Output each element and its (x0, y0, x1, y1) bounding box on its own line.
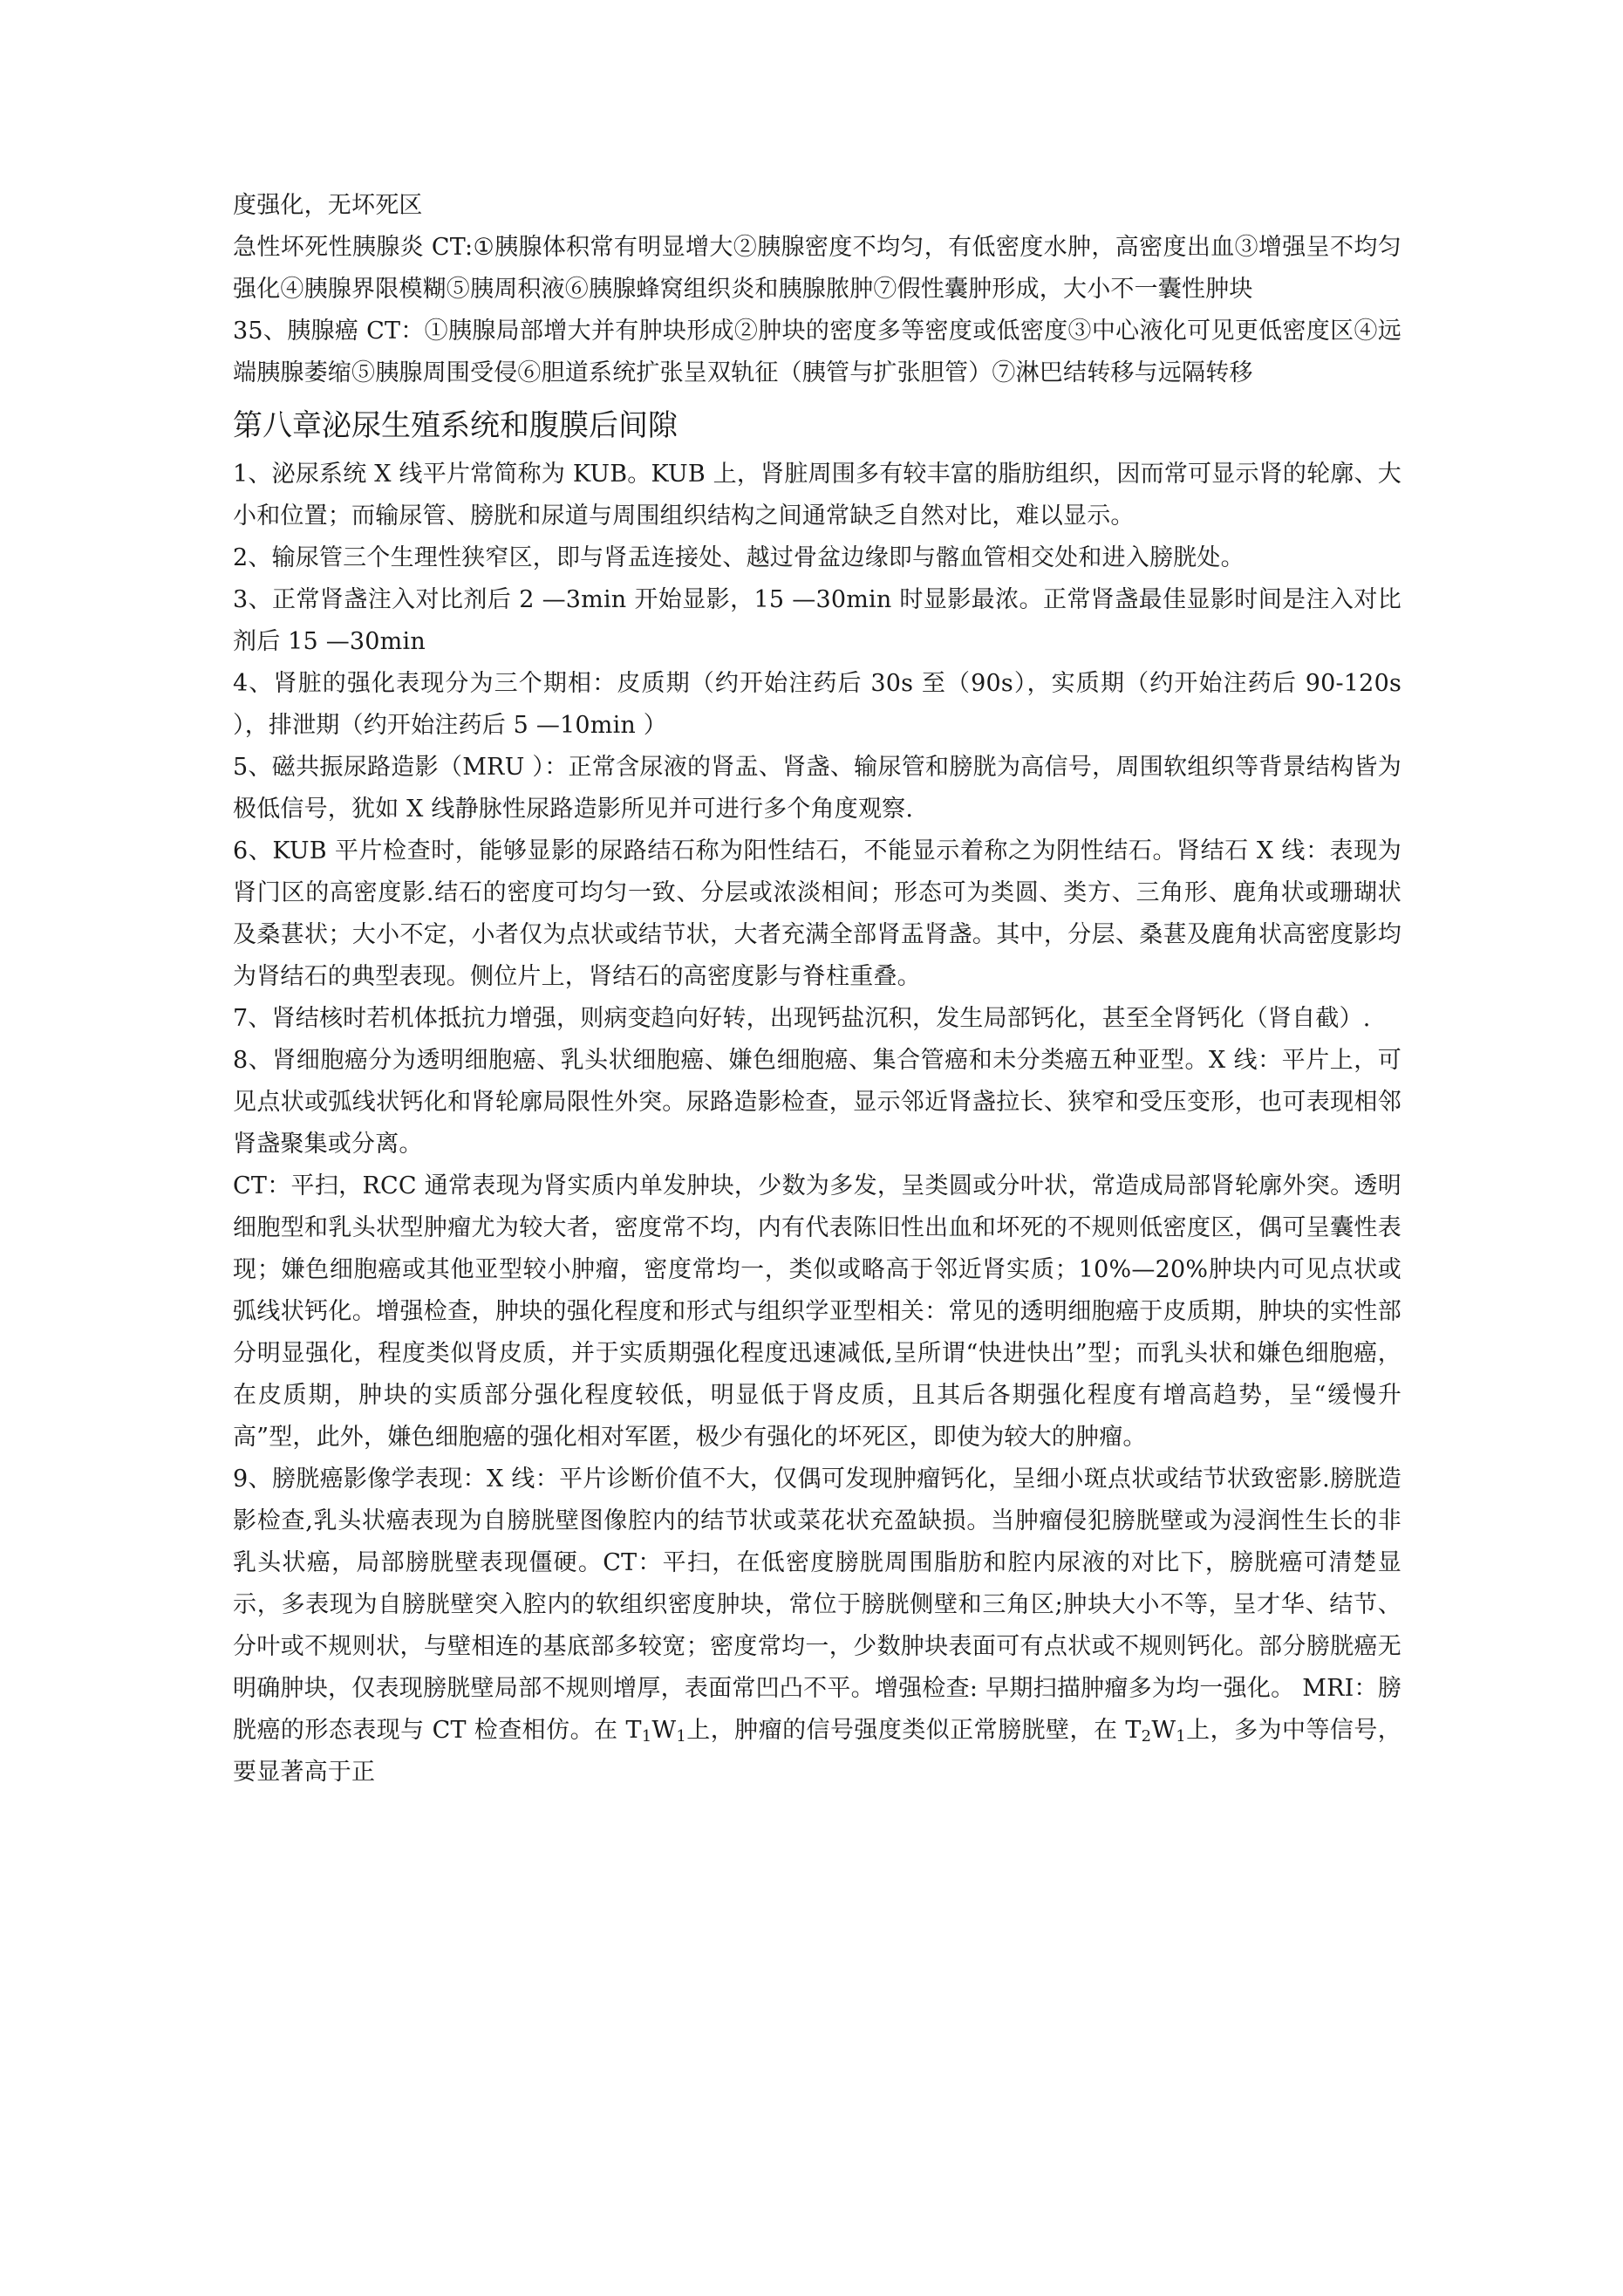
list-item: 1、泌尿系统 X 线平片常简称为 KUB。KUB 上，肾脏周围多有较丰富的脂肪组织，因而常可显示肾的轮廓、大小和位置；而输尿管、膀胱和尿道与周围组织结构之间通常缺乏自然对比，难以显示。 (233, 461, 1401, 530)
list-item-bladder-cancer (233, 1459, 1401, 1794)
list-item: 4、肾脏的强化表现分为三个期相：皮质期（约开始注药后 30s 至（90s），实质期（约开始注药后 90-120s ），排泄期（约开始注药后 5 —10min ） (233, 670, 1401, 739)
chapter-title: 第八章泌尿生殖系统和腹膜后间隙 (233, 408, 678, 443)
paragraph-acute-necrotizing-pancreatitis: 急性坏死性胰腺炎 CT:①胰腺体积常有明显增大②胰腺密度不均匀，有低密度水肿，高密度出血③增强呈不均匀强化④胰腺界限模糊⑤胰周积液⑥胰腺蜂窝组织炎和胰腺脓肿⑦假性囊肿形成，大小不一囊性肿块 (233, 234, 1401, 303)
paragraph-continuation: 度强化，无坏死区 (233, 192, 423, 219)
list-item: CT：平扫，RCC 通常表现为肾实质内单发肿块，少数为多发，呈类圆或分叶状，常造成局部肾轮廓外突。透明细胞型和乳头状型肿瘤尤为较大者，密度常不均，内有代表陈旧性出血和坏死的不规则低密度区，偶可呈囊性表现；嫌色细胞癌或其他亚型较小肿瘤，密度常均一，类似或略高于邻近肾实质；10%—20%肿块内可见点状或弧线状钙化。增强检查，肿块的强化程度和形式与组织学亚型相关：常见的透明细胞癌于皮质期，肿块的实性部分明显强化，程度类似肾皮质，并于实质期强化程度迅速减低,呈所谓“快进快出”型；而乳头状和嫌色细胞癌，在皮质期，肿块的实质部分强化程度较低，明显低于肾皮质，且其后各期强化程度有增高趋势，呈“缓慢升高”型，此外，嫌色细胞癌的强化相对军匿，极少有强化的坏死区，即使为较大的肿瘤。 (233, 1172, 1401, 1451)
subscript: 2 (1141, 1727, 1152, 1746)
text-run: 上，肿瘤的信号强度类似正常膀胱壁，在 T (686, 1717, 1142, 1744)
text-run: 9、膀胱癌影像学表现：X 线：平片诊断价值不大，仅偶可发现肿瘤钙化，呈细小斑点状或结节状致密影.膀胱造影检查,乳头状癌表现为自膀胱壁图像腔内的结节状或菜花状充盈缺损。当肿瘤侵犯膀胱壁或为浸润性生长的非乳头状癌，局部膀胱壁表现僵硬。CT：平扫，在低密度膀胱周围脂肪和腔内尿液的对比下，膀胱癌可清楚显示，多表现为自膀胱壁突入腔内的软组织密度肿块，常位于膀胱侧壁和三角区;肿块大小不等，呈才华、结节、分叶或不规则状，与壁相连的基底部多较宽；密度常均一，少数肿块表面可有点状或不规则钙化。部分膀胱癌无明确肿块，仅表现膀胱壁局部不规则增厚，表面常凹凸不平。增强检查: 早期扫描肿瘤多为均一强化。 MRI：膀胱癌的形态表现与 CT 检查相仿。在 T (233, 1466, 1401, 1744)
text-run: 上，多为中等信号，要显著高于正 (233, 1717, 1401, 1786)
list-item: 7、肾结核时若机体抵抗力增强，则病变趋向好转，出现钙盐沉积，发生局部钙化，甚至全肾钙化（肾自截）. (233, 1005, 1371, 1032)
list-item: 3、正常肾盏注入对比剂后 2 —3min 开始显影，15 —30min 时显影最浓。正常肾盏最佳显影时间是注入对比剂后 15 —30min (233, 586, 1401, 655)
list-item: 8、肾细胞癌分为透明细胞癌、乳头状细胞癌、嫌色细胞癌、集合管癌和未分类癌五种亚型。X 线：平片上，可见点状或弧线状钙化和肾轮廓局限性外突。尿路造影检查，显示邻近肾盏拉长、狭窄和受压变形，也可表现相邻肾盏聚集或分离。 (233, 1047, 1401, 1158)
list-item: 2、输尿管三个生理性狭窄区，即与肾盂连接处、越过骨盆边缘即与髂血管相交处和进入膀胱处。 (233, 544, 1245, 571)
list-item: 6、KUB 平片检查时，能够显影的尿路结石称为阳性结石，不能显示着称之为阴性结石。肾结石 X 线：表现为肾门区的高密度影.结石的密度可均匀一致、分层或浓淡相间；形态可为类圆、类方、三角形、鹿角状或珊瑚状及桑葚状；大小不定，小者仅为点状或结节状，大者充满全部肾盂肾盏。其中，分层、桑葚及鹿角状高密度影均为肾结石的典型表现。侧位片上，肾结石的高密度影与脊柱重叠。 (233, 837, 1401, 990)
text-run: W (1151, 1717, 1176, 1744)
subscript: 1 (676, 1727, 686, 1746)
list-item: 5、磁共振尿路造影（MRU ）：正常含尿液的肾盂、肾盏、输尿管和膀胱为高信号，周围软组织等背景结构皆为极低信号，犹如 X 线静脉性尿路造影所见并可进行多个角度观察. (233, 754, 1401, 823)
subscript: 1 (1176, 1727, 1186, 1746)
subscript: 1 (641, 1727, 652, 1746)
text-run: W (651, 1717, 677, 1744)
paragraph-pancreatic-cancer: 35、胰腺癌 CT：①胰腺局部增大并有肿块形成②肿块的密度多等密度或低密度③中心液化可见更低密度区④远端胰腺萎缩⑤胰腺周围受侵⑥胆道系统扩张呈双轨征（胰管与扩张胆管）⑦淋巴结转移与远隔转移 (233, 318, 1401, 386)
document-body (233, 185, 1401, 1794)
